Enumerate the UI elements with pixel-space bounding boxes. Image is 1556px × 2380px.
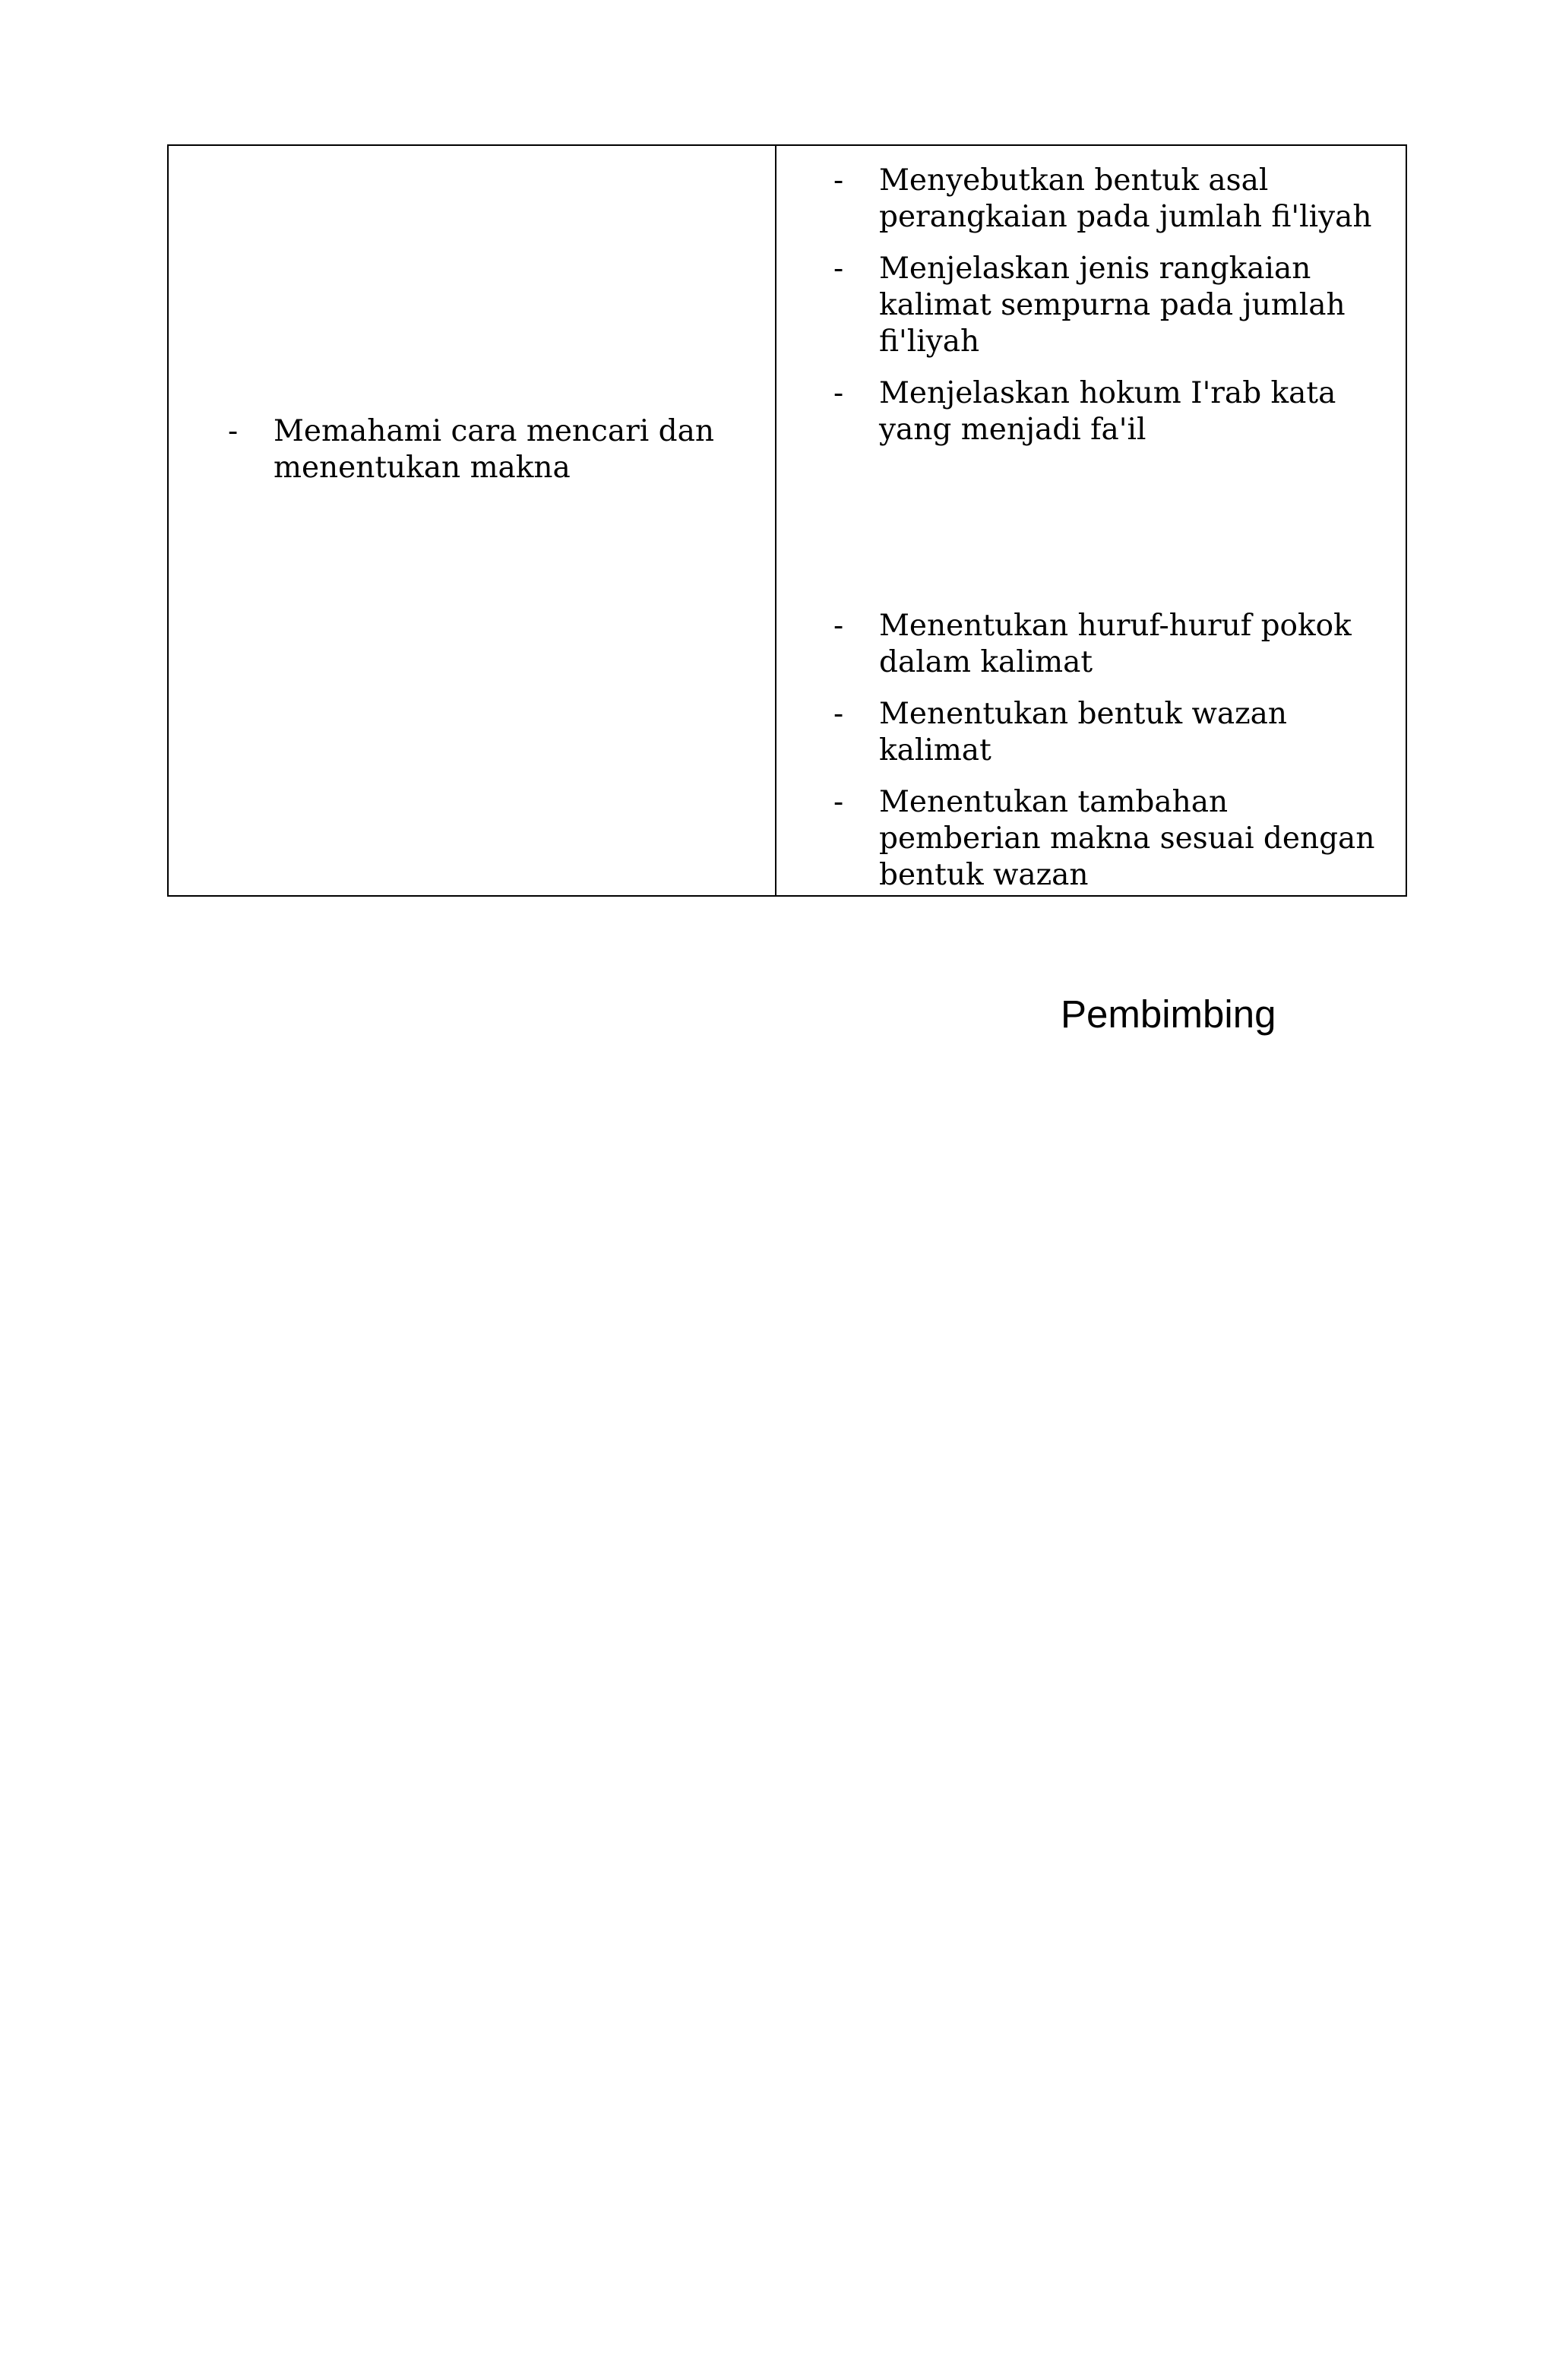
list-item-text: Menyebutkan bentuk asal perangkaian pada jumlah fi'liyah: [879, 163, 1372, 234]
bullet-dash: -: [228, 414, 239, 448]
bullet-dash: -: [833, 609, 844, 643]
right-column-list-group-2: [833, 608, 1380, 909]
list-item-text: Menentukan tambahan pemberian makna sesuai dengan bentuk wazan: [879, 785, 1375, 892]
list-item-text: Menentukan huruf-huruf pokok dalam kalimat: [879, 609, 1352, 679]
bullet-dash: -: [833, 785, 844, 819]
list-item: [833, 696, 1380, 769]
bullet-dash: -: [833, 252, 844, 286]
list-item: [833, 375, 1380, 448]
list-item: [833, 608, 1380, 681]
list-item-text: Menentukan bentuk wazan kalimat: [879, 697, 1288, 767]
column-divider: [775, 146, 776, 895]
list-item: [833, 251, 1380, 360]
bullet-dash: -: [833, 697, 844, 731]
list-item-text: Memahami cara mencari dan menentukan makna: [274, 414, 714, 485]
list-item: [833, 163, 1380, 236]
bullet-dash: -: [833, 163, 844, 198]
left-column-list: [228, 413, 745, 486]
signature-label: Pembimbing: [1061, 992, 1276, 1036]
list-item-text: Menjelaskan hokum I'rab kata yang menjadi fa'il: [879, 376, 1336, 447]
competency-table: [167, 144, 1407, 897]
list-item: [228, 413, 745, 486]
right-column-list-group-1: [833, 163, 1380, 464]
bullet-dash: -: [833, 376, 844, 410]
list-item: [833, 784, 1380, 894]
list-item-text: Menjelaskan jenis rangkaian kalimat sempurna pada jumlah fi'liyah: [879, 252, 1346, 359]
